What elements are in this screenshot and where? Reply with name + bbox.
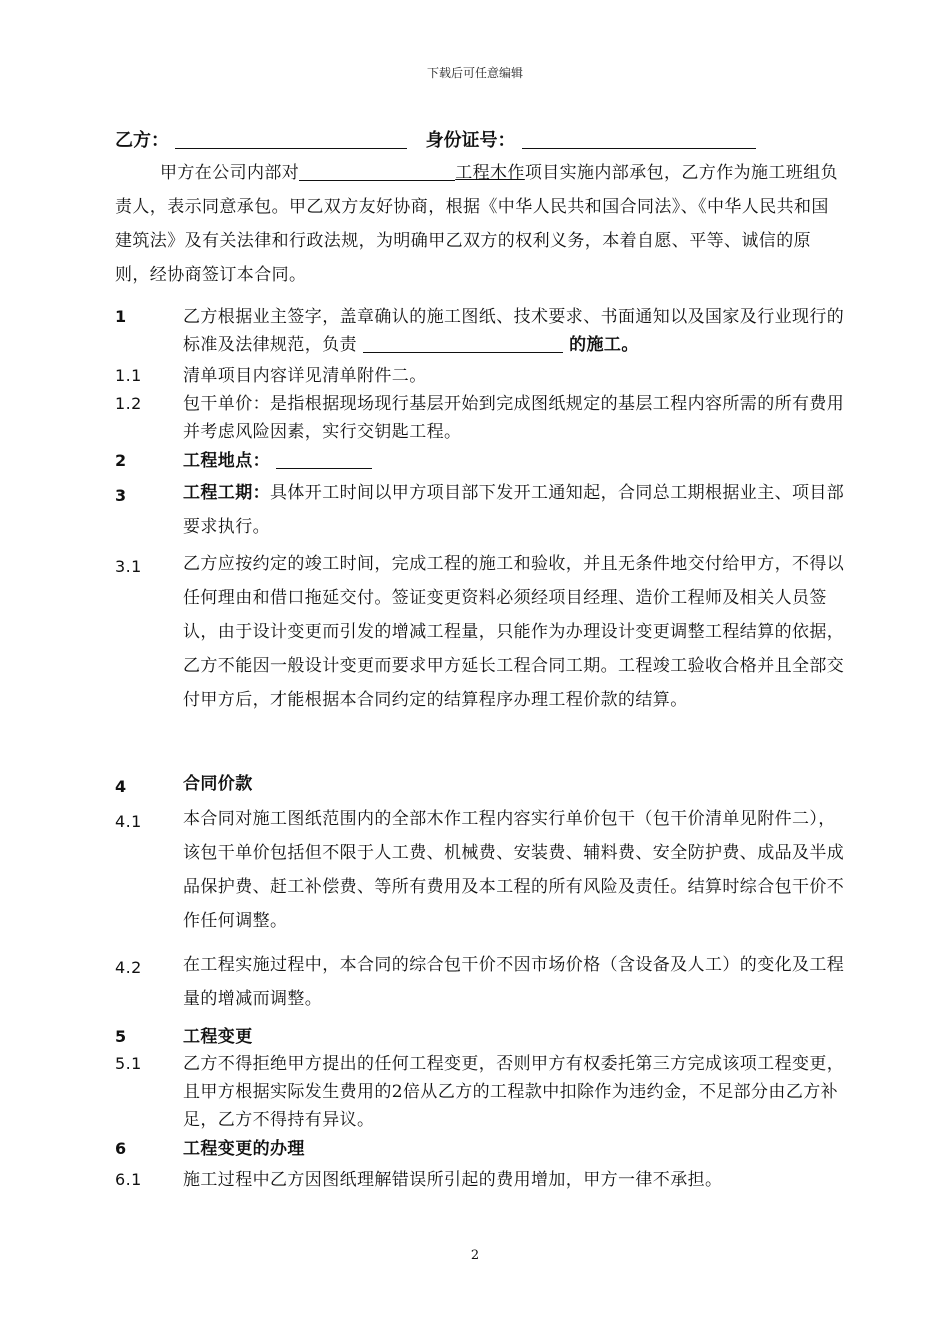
- clause-text-end: 的施工。: [562, 335, 639, 355]
- clause-text: 在工程实施过程中，本合同的综合包干价不因市场价格（含设备及人工）的变化及工程量的增减而调整。: [183, 955, 845, 1009]
- clause-number: 5: [115, 1027, 127, 1046]
- id-number-label: 身份证号：: [425, 130, 516, 151]
- clause-number: 1.2: [115, 394, 142, 413]
- clause-1: [115, 303, 850, 359]
- clause-text: 本合同对施工图纸范围内的全部木作工程内容实行单价包干（包干价清单见附件二），该包干单价包括但不限于人工费、机械费、安装费、辅料费、安全防护费、成品及半成品保护费、赶工补偿费、等所有费用及本工程的所有风险及责任。结算时综合包干价不作任何调整。: [183, 809, 845, 931]
- party-b-label: 乙方：: [115, 130, 169, 151]
- clause-number: 2: [115, 451, 127, 470]
- clause-text: 施工过程中乙方因图纸理解错误所引起的费用增加，甲方一律不承担。: [183, 1170, 723, 1190]
- intro-text-b: 项目实施内部承包，乙方作为施工班组负责人，表示同意承包。甲乙双方友好协商，根据《中华人民共和国合同法》、《中华人民共和国建筑法》及有关法律和行政法规，为明确甲乙双方的权利义务，本着自愿、平等、诚信的原则，经协商签订本合同。: [115, 163, 839, 285]
- clause-text: 乙方根据业主签字，盖章确认的施工图纸、技术要求、书面通知以及国家及行业现行的标准及法律规范，负责: [183, 307, 845, 355]
- clause-4: [115, 767, 850, 801]
- signature-line: [115, 126, 756, 152]
- clause-5-1: [115, 1050, 850, 1134]
- clause-4-1: [115, 802, 850, 938]
- clause-number: 4.1: [115, 812, 142, 831]
- clause-number: 4: [115, 777, 127, 796]
- project-blank[interactable]: [299, 164, 455, 181]
- clause-text: 包干单价：是指根据现场现行基层开始到完成图纸规定的基层工程内容所需的所有费用并考虑风险因素，实行交钥匙工程。: [183, 394, 845, 442]
- clause-title: 合同价款: [183, 774, 253, 794]
- clause-number: 1.1: [115, 366, 142, 385]
- id-number-blank[interactable]: [522, 130, 756, 149]
- clause-number: 6.1: [115, 1170, 142, 1189]
- intro-project: 工程木作: [455, 163, 525, 183]
- clause-title: 工程变更的办理: [183, 1139, 305, 1159]
- clause-3: [115, 476, 850, 544]
- clause-6-1: [115, 1166, 850, 1194]
- clause-6: [115, 1135, 850, 1163]
- clause-text: 乙方不得拒绝甲方提出的任何工程变更，否则甲方有权委托第三方完成该项工程变更，且甲方根据实际发生费用的2倍从乙方的工程款中扣除作为违约金，不足部分由乙方补足，乙方不得持有异议。: [183, 1054, 845, 1130]
- intro-text-a: 甲方在公司内部对: [160, 163, 300, 183]
- clause-1-1: [115, 362, 850, 390]
- intro-paragraph: [115, 156, 840, 292]
- clause-text: 乙方应按约定的竣工时间，完成工程的施工和验收，并且无条件地交付给甲方，不得以任何理由和借口拖延交付。签证变更资料必须经项目经理、造价工程师及相关人员签认，由于设计变更而引发的增减工程量，只能作为办理设计变更调整工程结算的依据，乙方不能因一般设计变更而要求甲方延长工程合同工期。工程竣工验收合格并且全部交付甲方后，才能根据本合同约定的结算程序办理工程价款的结算。: [183, 554, 845, 710]
- clause-title: 工程工期：: [183, 483, 270, 503]
- clause-number: 3.1: [115, 557, 142, 576]
- scope-blank[interactable]: [363, 336, 563, 353]
- page-header: 下载后可任意编辑: [426, 66, 523, 80]
- clause-3-1: [115, 547, 850, 717]
- clause-text: 具体开工时间以甲方项目部下发开工通知起，合同总工期根据业主、项目部要求执行。: [183, 483, 845, 537]
- page-number: 2: [470, 1248, 480, 1263]
- clause-number: 3: [115, 486, 127, 505]
- location-blank[interactable]: [276, 452, 372, 469]
- clause-title: 工程地点：: [183, 451, 270, 471]
- clause-number: 6: [115, 1139, 127, 1158]
- clause-1-2: [115, 390, 850, 446]
- clause-number: 4.2: [115, 958, 142, 977]
- clause-5: [115, 1023, 850, 1051]
- clause-number: 1: [115, 307, 127, 326]
- clause-text: 清单项目内容详见清单附件二。: [183, 366, 427, 386]
- party-b-blank[interactable]: [175, 130, 407, 149]
- clause-2: [115, 447, 850, 475]
- clause-number: 5.1: [115, 1054, 142, 1073]
- clause-title: 工程变更: [183, 1027, 253, 1047]
- clause-4-2: [115, 948, 850, 1016]
